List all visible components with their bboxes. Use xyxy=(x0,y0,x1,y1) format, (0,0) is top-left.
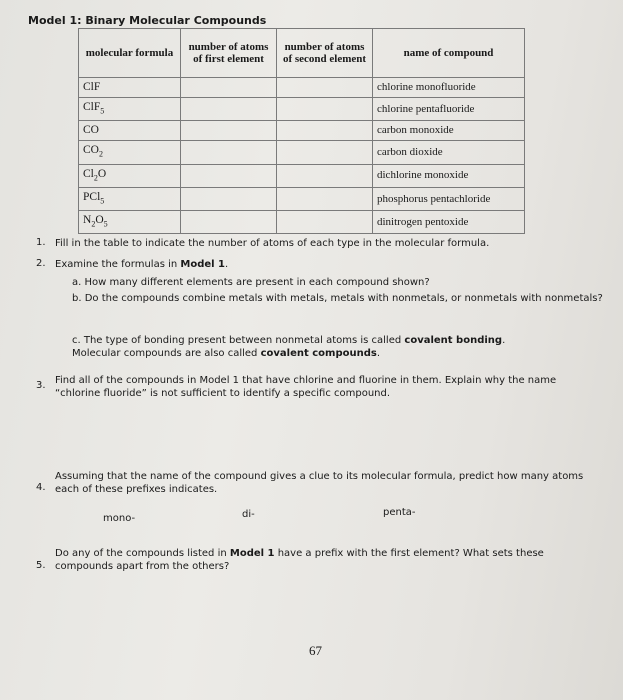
question-4-text: Assuming that the name of the compound gives a clue to its molecular formula, predict how many atoms each of these prefixes indicates. xyxy=(55,471,584,495)
model-title: Model 1: Binary Molecular Compounds xyxy=(28,14,267,27)
question-5-number: 5. xyxy=(36,560,46,571)
formula-cell: CO xyxy=(79,121,181,141)
first-count-cell[interactable] xyxy=(181,78,277,98)
second-count-cell[interactable] xyxy=(277,141,373,164)
compound-name-cell: carbon monoxide xyxy=(373,121,525,141)
prefix-di: di- xyxy=(242,509,255,520)
question-2c-text: c. The type of bonding present between nonmetal atoms is called covalent bonding. Molecular compounds are also called covalent compounds. xyxy=(72,335,506,359)
question-2-text: Examine the formulas in Model 1. xyxy=(55,259,229,270)
question-5-text: Do any of the compounds listed in Model 1 have a prefix with the first element? What sets these compounds apart from the others? xyxy=(55,548,544,572)
question-1-number: 1. xyxy=(36,237,46,248)
second-count-cell[interactable] xyxy=(277,187,373,210)
formula-cell: $CO_2$ xyxy=(79,141,181,164)
compound-name-cell: dichlorine monoxide xyxy=(373,164,525,187)
question-4-number: 4. xyxy=(36,482,46,493)
table-row xyxy=(79,98,525,121)
question-3-number: 3. xyxy=(36,380,46,391)
compounds-table xyxy=(78,28,525,234)
second-count-cell[interactable] xyxy=(277,98,373,121)
table-row xyxy=(79,78,525,98)
prefix-mono: mono- xyxy=(103,513,136,524)
prefix-penta: penta- xyxy=(383,507,416,518)
compound-name-cell: chlorine pentafluoride xyxy=(373,98,525,121)
compound-name-cell: chlorine monofluoride xyxy=(373,78,525,98)
question-2b-text: b. Do the compounds combine metals with metals, metals with nonmetals, or nonmetals with nonmetals? xyxy=(72,293,603,304)
table-header-row xyxy=(79,29,525,78)
compound-name-cell: phosphorus pentachloride xyxy=(373,187,525,210)
header-compound-name: name of compound xyxy=(373,29,525,78)
question-2a-text: a. How many different elements are present in each compound shown? xyxy=(72,277,430,288)
header-molecular-formula: molecular formula xyxy=(79,29,181,78)
question-1-text: Fill in the table to indicate the number of atoms of each type in the molecular formula. xyxy=(55,238,490,249)
first-count-cell[interactable] xyxy=(181,187,277,210)
page-number: 67 xyxy=(309,643,322,658)
question-3-text: Find all of the compounds in Model 1 that have chlorine and fluorine in them. Explain why the name “chlorine fluoride” is not sufficient to identify a specific compound. xyxy=(55,375,557,399)
formula-cell: PCl$_5$ xyxy=(79,187,181,210)
header-second-element: number of atoms of second element xyxy=(277,29,373,78)
second-count-cell[interactable] xyxy=(277,121,373,141)
first-count-cell[interactable] xyxy=(181,164,277,187)
formula-cell: ClF$_5$ xyxy=(79,98,181,121)
second-count-cell[interactable] xyxy=(277,164,373,187)
formula-cell: ClF xyxy=(79,78,181,98)
first-count-cell[interactable] xyxy=(181,141,277,164)
header-first-element: number of atoms of first element xyxy=(181,29,277,78)
first-count-cell[interactable] xyxy=(181,98,277,121)
formula-cell: $Cl_2O$ xyxy=(79,164,181,187)
formula-cell: $N_2O_5$ xyxy=(79,211,181,234)
first-count-cell[interactable] xyxy=(181,121,277,141)
compound-name-cell: carbon dioxide xyxy=(373,141,525,164)
table-row xyxy=(79,121,525,141)
table-row xyxy=(79,164,525,187)
second-count-cell[interactable] xyxy=(277,78,373,98)
table-row xyxy=(79,141,525,164)
first-count-cell[interactable] xyxy=(181,211,277,234)
table-row xyxy=(79,211,525,234)
compound-name-cell: dinitrogen pentoxide xyxy=(373,211,525,234)
question-2-number: 2. xyxy=(36,258,46,269)
second-count-cell[interactable] xyxy=(277,211,373,234)
table-row xyxy=(79,187,525,210)
